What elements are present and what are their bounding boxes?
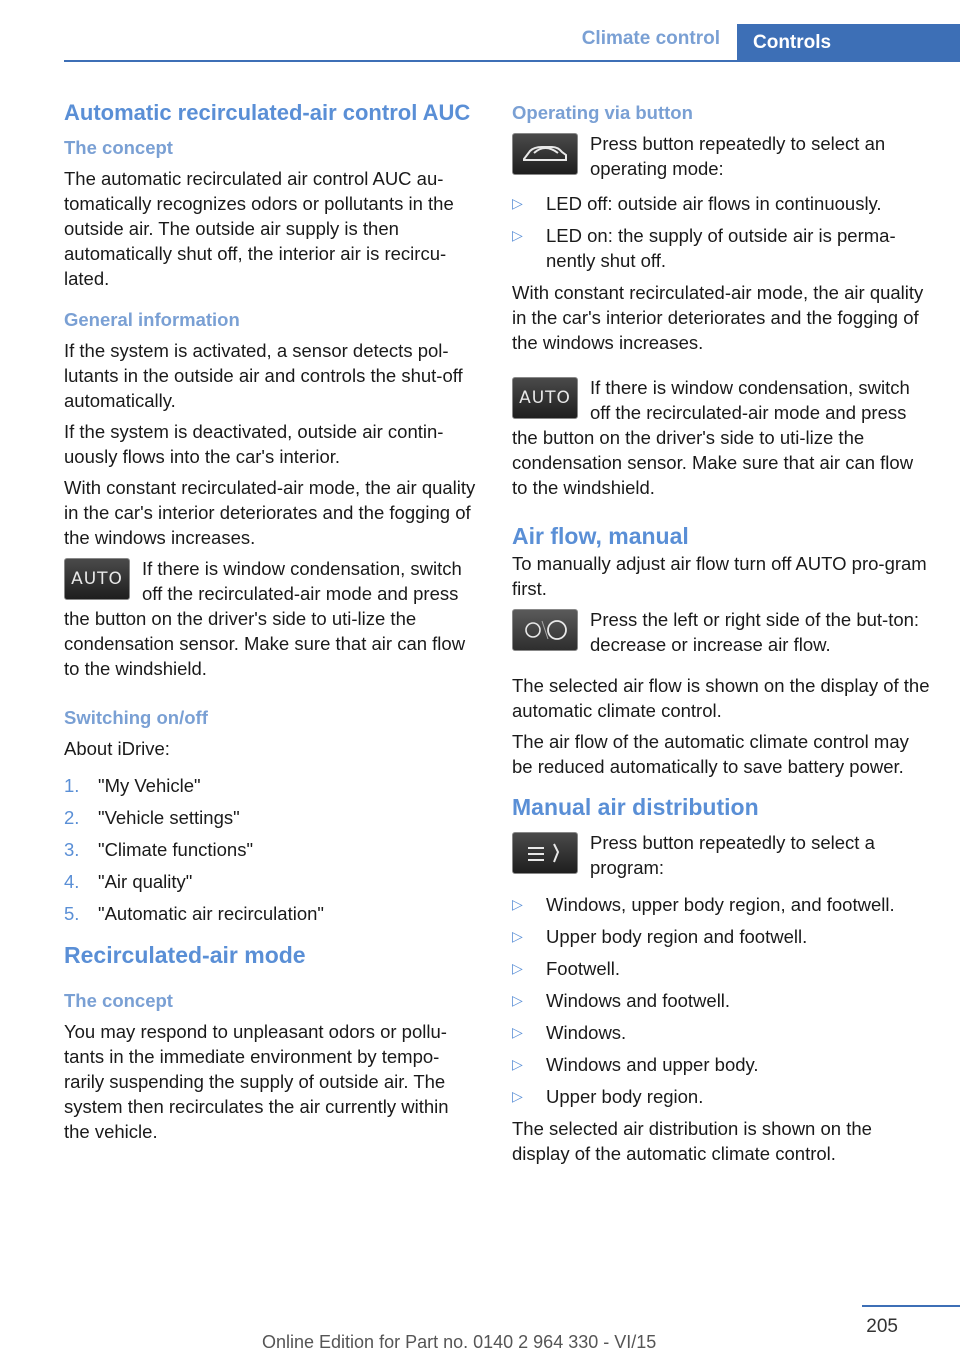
list-item: 4. "Air quality"	[64, 871, 193, 892]
fan-icon	[512, 609, 578, 651]
distribution-note-text: Press button repeatedly to select a program:	[590, 832, 875, 878]
condensation-note	[64, 556, 479, 681]
concept-text: The automatic recirculated air control AUC au‐tomatically recognizes odors or pollutants in the outside air. The outside air supply is then automatically shut off, the interior air is recircu‐lated.	[64, 168, 454, 289]
condensation-note-right-text: If there is window condensation, switch off the recirculated-air mode and press the button on the driver's side to uti‐lize the condensation sensor. Make sure that air can flow to the windshield.	[512, 377, 914, 498]
list-item: 5. "Automatic air recirculation"	[64, 903, 324, 924]
airflow-text-3: The selected air flow is shown on the display of the automatic climate control.	[512, 675, 930, 721]
recirc-concept-heading: The concept	[64, 990, 173, 1011]
constant-text: With constant recirculated-air mode, the air quality in the car's interior deteriorates and the fogging of the windows increases.	[512, 282, 924, 353]
list-item: 1. "My Vehicle"	[64, 775, 201, 796]
switching-text: About iDrive:	[64, 738, 170, 759]
airflow-text-1: To manually adjust air flow turn off AUTO pro‐gram first.	[512, 553, 927, 599]
switching-heading: Switching on/off	[64, 707, 208, 728]
auc-title: Automatic recirculated-air control AUC	[64, 100, 471, 125]
list-item: ▷ Windows, upper body region, and footwell.	[512, 894, 895, 915]
general-text-1: If the system is activated, a sensor detects pol‐lutants in the outside air and controls the shut‐off automatically.	[64, 340, 463, 411]
list-item: ▷ Windows.	[512, 1022, 627, 1043]
idrive-steps	[64, 773, 479, 926]
list-item: 2. "Vehicle settings"	[64, 807, 240, 828]
recirculation-car-icon	[512, 133, 578, 175]
condensation-note-text: If there is window condensation, switch off the recirculated-air mode and press the button on the driver's side to uti‐lize the condensation sensor. Make sure that air can flow to the windshield.	[64, 558, 466, 679]
button-note-text: Press button repeatedly to select an operating mode:	[590, 133, 886, 179]
distribution-end-text: The selected air distribution is shown on the display of the automatic climate control.	[512, 1118, 872, 1164]
air-distribution-icon	[512, 832, 578, 874]
page-number: 205	[866, 1316, 898, 1337]
general-text-3: With constant recirculated-air mode, the air quality in the car's interior deteriorates and the fogging of the windows increases.	[64, 477, 476, 548]
button-note	[512, 131, 932, 181]
list-item: ▷ Windows and upper body.	[512, 1054, 759, 1075]
auto-button-icon: AUTO	[512, 377, 578, 419]
program-list	[512, 892, 932, 1109]
header-section: Climate control	[581, 28, 720, 49]
list-item: ▷ Windows and footwell.	[512, 990, 731, 1011]
airflow-text-4: The air flow of the automatic climate control may be reduced automatically to save battery power.	[512, 731, 909, 777]
left-column	[64, 100, 479, 1150]
list-item: ▷ LED off: outside air flows in continuously.	[512, 193, 882, 214]
header-chapter-tab: Controls	[737, 24, 960, 62]
footer-rule	[862, 1305, 960, 1307]
recirc-concept-text: You may respond to unpleasant odors or pollu‐tants in the immediate environment by tempo‐rarily suspending the supply of outside air. The system then recirculates the air currently within the vehicle.	[64, 1021, 449, 1142]
recirc-title: Recirculated-air mode	[64, 942, 306, 968]
distribution-title: Manual air distribution	[512, 794, 759, 820]
header-rule	[64, 60, 960, 62]
concept-heading: The concept	[64, 137, 173, 158]
button-heading: Operating via button	[512, 102, 693, 123]
airflow-note-text: Press the left or right side of the but‐ton: decrease or increase air flow.	[590, 609, 920, 655]
general-text-2: If the system is deactivated, outside air contin‐uously flows into the car's interior.	[64, 421, 444, 467]
edition-text: Online Edition for Part no. 0140 2 964 330 - VI/15	[262, 1332, 657, 1352]
auto-button-icon: AUTO	[64, 558, 130, 600]
condensation-note-right	[512, 375, 932, 500]
airflow-note	[512, 607, 932, 657]
list-item: ▷ Footwell.	[512, 958, 621, 979]
mode-list	[512, 191, 932, 273]
airflow-title: Air flow, manual	[512, 523, 689, 549]
list-item: ▷ Upper body region and footwell.	[512, 926, 808, 947]
list-item: ▷ Upper body region.	[512, 1086, 704, 1107]
list-item: ▷ LED on: the supply of outside air is perma‐nently shut off.	[512, 225, 896, 271]
list-item: 3. "Climate functions"	[64, 839, 254, 860]
general-heading: General information	[64, 309, 240, 330]
right-column	[512, 100, 932, 1172]
distribution-note	[512, 830, 932, 880]
